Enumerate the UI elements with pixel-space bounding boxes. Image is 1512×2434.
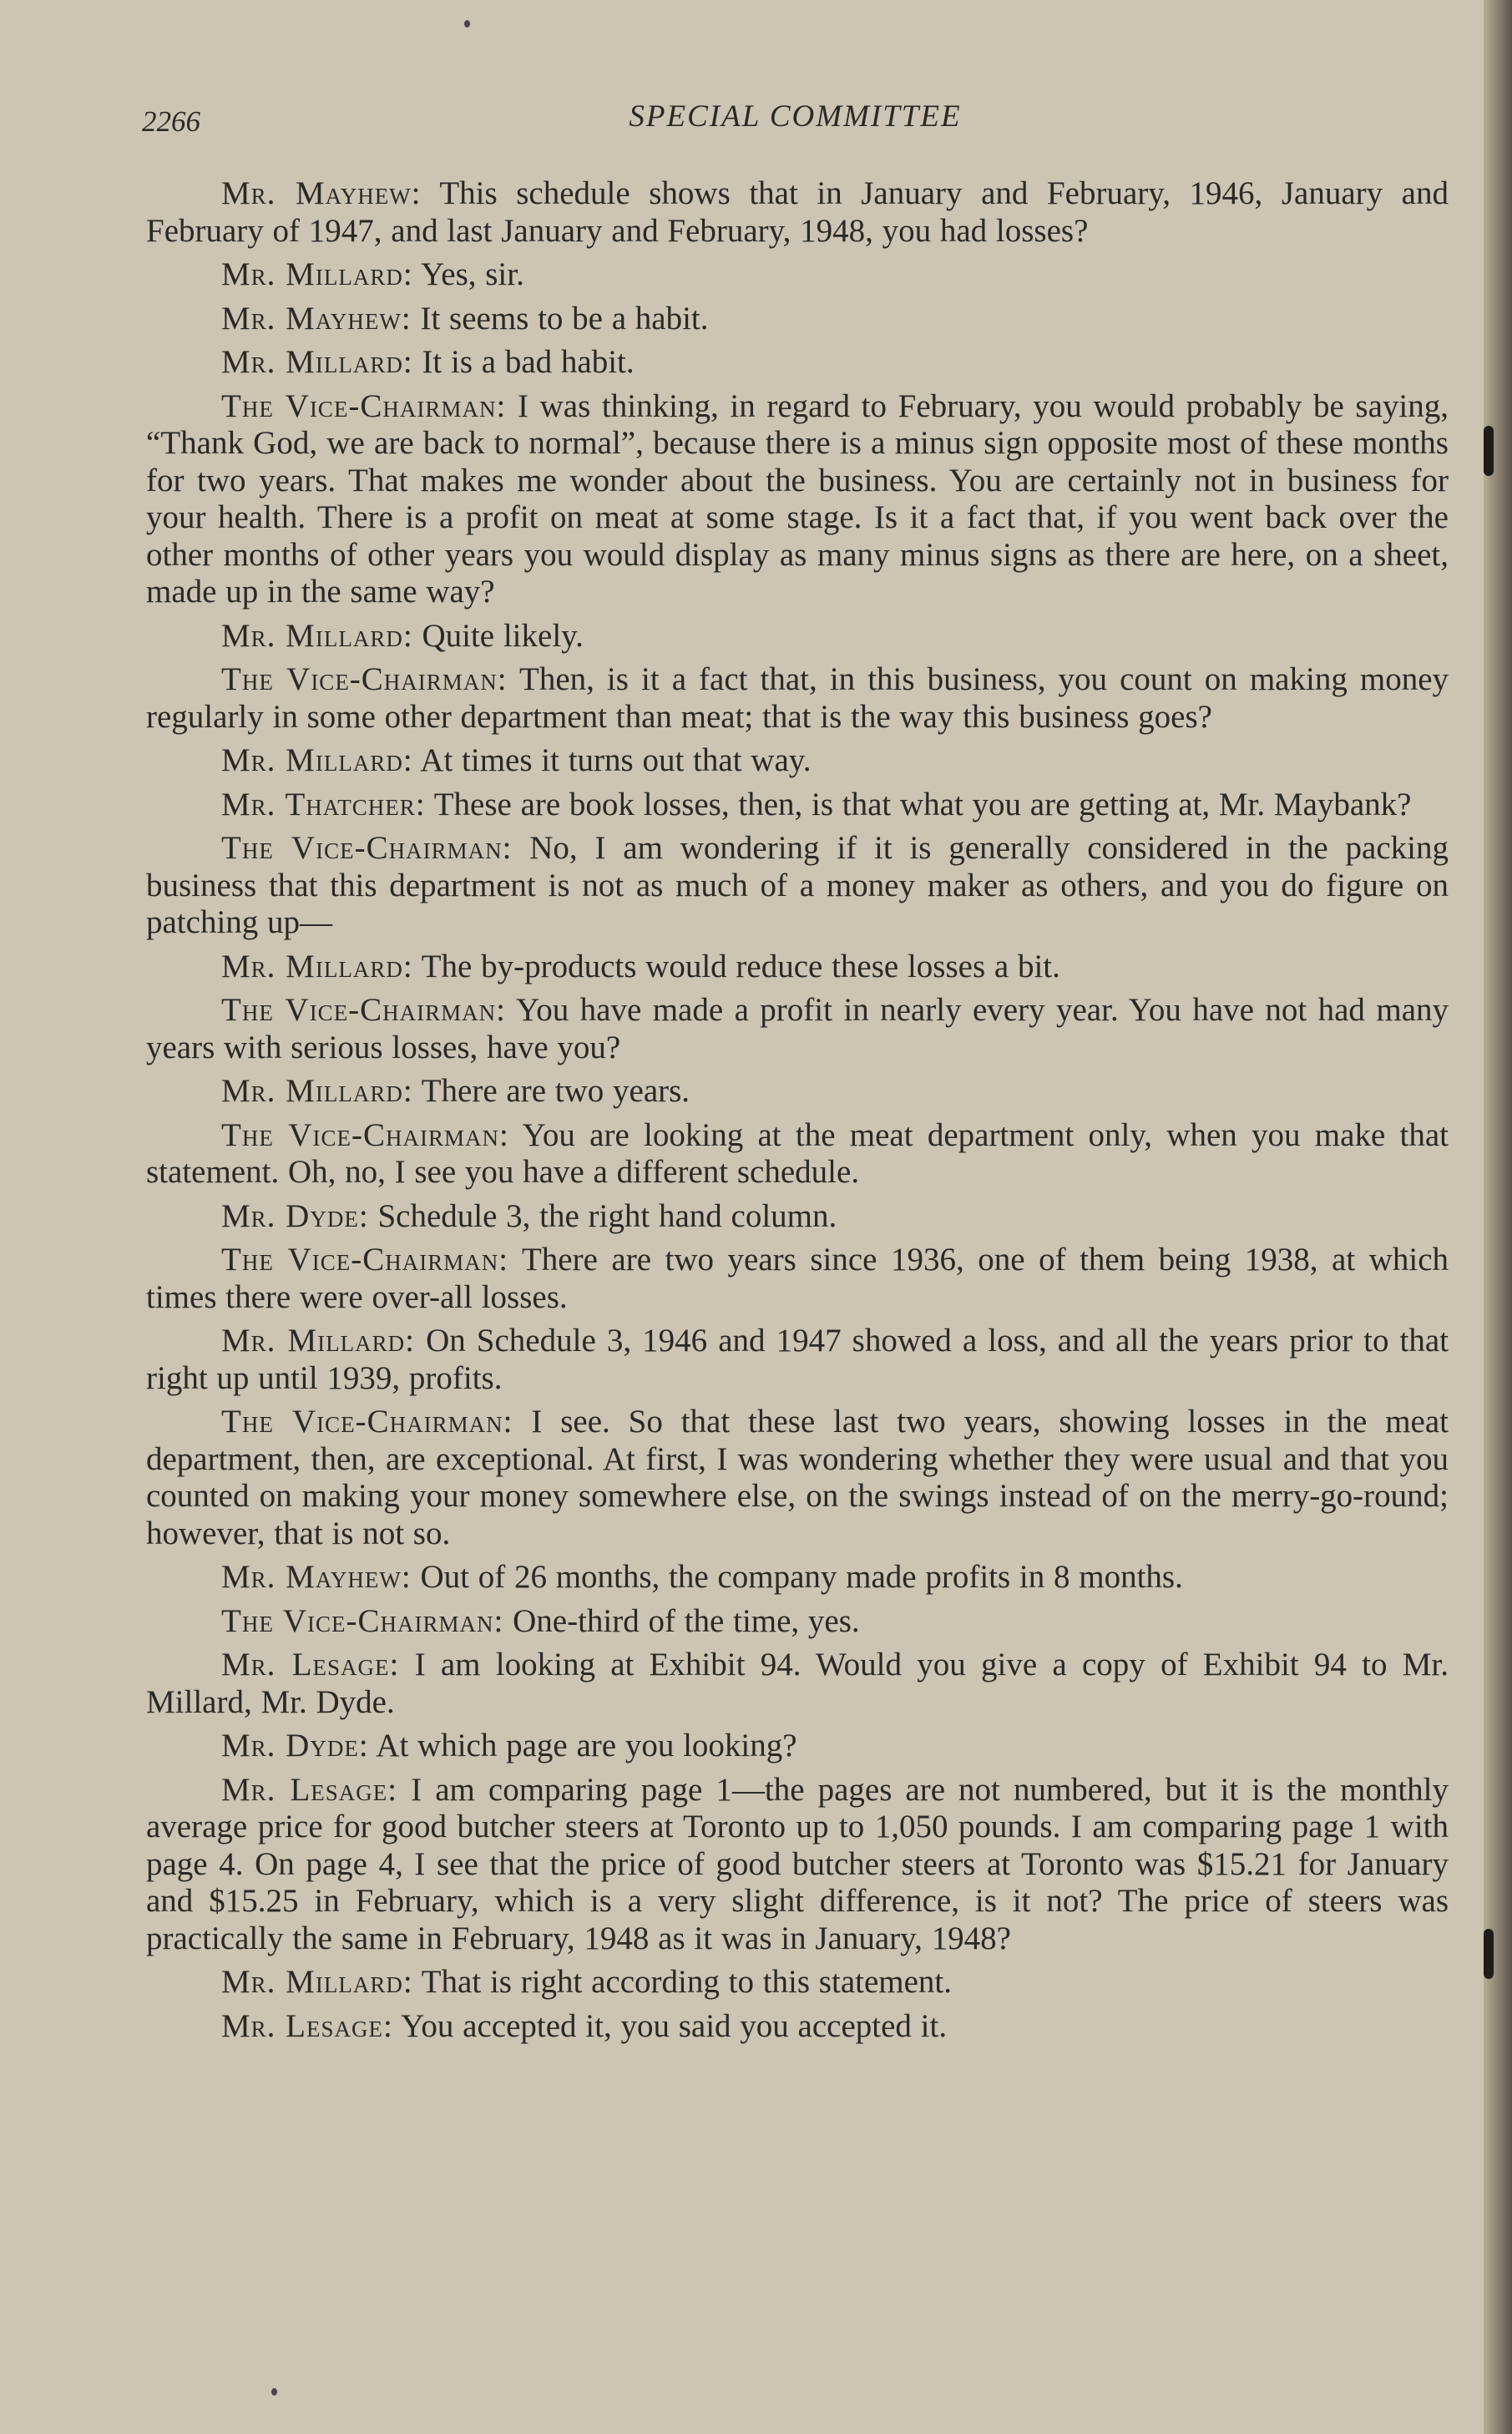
transcript-paragraph <box>146 1964 1449 2001</box>
speech-text: It seems to be a habit. <box>420 300 709 337</box>
speaker-name: The Vice-Chairman: <box>221 387 507 424</box>
speech-text: Quite likely. <box>422 617 584 654</box>
speaker-name: Mr. Lesage: <box>221 2007 393 2044</box>
binding-mark <box>1484 1929 1494 1979</box>
speaker-name: Mr. Millard: <box>221 344 413 380</box>
speaker-name: Mr. Thatcher: <box>221 786 426 822</box>
speaker-name: The Vice-Chairman: <box>221 1404 513 1440</box>
speech-text: Yes, sir. <box>421 256 524 292</box>
transcript-paragraph <box>146 1728 1449 1765</box>
page-header <box>142 99 1449 140</box>
speaker-name: The Vice-Chairman: <box>221 1116 509 1153</box>
transcript-paragraph <box>146 661 1449 736</box>
transcript-paragraph <box>146 1323 1449 1397</box>
speech-text: No, I am wondering if it is generally considered in the packing business that this department is not as much of a money maker as others, and you do figure on patching up— <box>146 830 1449 940</box>
speech-text: You are looking at the meat department only, when you make that statement. Oh, no, I see you have a different schedule. <box>146 1116 1449 1190</box>
speech-text: Out of 26 months, the company made profits in 8 months. <box>420 1559 1183 1595</box>
speech-text: These are book losses, then, is that what you are getting at, Mr. Maybank? <box>433 786 1412 822</box>
transcript-paragraph <box>146 949 1449 986</box>
transcript-paragraph <box>146 2008 1449 2046</box>
speaker-name: The Vice-Chairman: <box>221 992 507 1028</box>
speech-text: You accepted it, you said you accepted it. <box>401 2007 948 2044</box>
transcript-paragraph <box>146 175 1449 250</box>
speaker-name: Mr. Dyde: <box>221 1197 369 1234</box>
speech-text: On Schedule 3, 1946 and 1947 showed a loss, and all the years prior to that right up until 1939, profits. <box>146 1323 1449 1396</box>
transcript-paragraph <box>146 787 1449 824</box>
specks <box>271 2388 277 2396</box>
speech-text: This schedule shows that in January and February, 1946, January and February of 1947, and last January and February, 1948, you had losses? <box>146 175 1449 249</box>
speech-text: Then, is it a fact that, in this business, you count on making money regularly in some other department than meat; that is the way this business goes? <box>146 661 1449 735</box>
speech-text: One-third of the time, yes. <box>513 1602 860 1639</box>
speech-text: I was thinking, in regard to February, you would probably be saying, “Thank God, we are back to normal”, because there is a minus sign opposite most of these months for two years. That makes me wonder about the business. You are certainly not in business for your health. There is a profit on meat at some stage. Is it a fact that, if you went back over the other months of other years you would display as many minus signs as there are here, on a sheet, made up in the same way? <box>146 387 1449 610</box>
transcript-body <box>146 175 1449 2052</box>
speaker-name: Mr. Millard: <box>221 256 413 292</box>
transcript-paragraph <box>146 301 1449 338</box>
transcript-paragraph <box>146 1073 1449 1111</box>
transcript-paragraph <box>146 1603 1449 1641</box>
speech-text: At which page are you looking? <box>376 1728 797 1764</box>
transcript-paragraph <box>146 388 1449 611</box>
speaker-name: Mr. Mayhew: <box>221 1559 412 1595</box>
speech-text: At times it turns out that way. <box>420 742 812 778</box>
speaker-name: Mr. Mayhew: <box>221 300 412 337</box>
transcript-paragraph <box>146 992 1449 1066</box>
transcript-paragraph <box>146 1647 1449 1721</box>
speaker-name: The Vice-Chairman: <box>221 830 513 866</box>
speaker-name: Mr. Lesage: <box>221 1771 398 1808</box>
transcript-paragraph <box>146 1242 1449 1316</box>
speaker-name: Mr. Millard: <box>221 617 413 654</box>
speaker-name: Mr. Millard: <box>221 742 413 778</box>
transcript-paragraph <box>146 256 1449 294</box>
speaker-name: The Vice-Chairman: <box>221 1242 509 1278</box>
speaker-name: Mr. Lesage: <box>221 1647 400 1683</box>
speaker-name: The Vice-Chairman: <box>221 661 508 697</box>
speaker-name: Mr. Millard: <box>221 1073 413 1109</box>
binding-mark <box>1484 426 1494 476</box>
speaker-name: The Vice-Chairman: <box>221 1602 504 1639</box>
speaker-name: Mr. Dyde: <box>221 1728 369 1764</box>
speech-text: I am looking at Exhibit 94. Would you give a copy of Exhibit 94 to Mr. Millard, Mr. Dyde. <box>146 1647 1449 1720</box>
speaker-name: Mr. Mayhew: <box>221 175 422 211</box>
speech-text: You have made a profit in nearly every year. You have not had many years with serious losses, have you? <box>146 992 1449 1065</box>
page-edge-shadow <box>1484 0 1512 2434</box>
speech-text: The by-products would reduce these losses a bit. <box>421 948 1060 984</box>
speaker-name: Mr. Millard: <box>221 1323 415 1359</box>
speaker-name: Mr. Millard: <box>221 948 413 984</box>
speech-text: I am comparing page 1—the pages are not numbered, but it is the monthly average price for good butcher steers at Toronto up to 1,050 pounds. I am comparing page 1 with page 4. On page 4, I see that the price of good butcher steers at Toronto was $15.21 for January and $15.25 in February, which is a very slight difference, is it not? The price of steers was practically the same in February, 1948 as it was in January, 1948? <box>146 1771 1449 1956</box>
running-head: SPECIAL COMMITTEE <box>629 99 962 134</box>
page-number: 2266 <box>142 105 200 138</box>
specks <box>464 20 470 28</box>
transcript-paragraph <box>146 742 1449 780</box>
speech-text: That is right according to this statement. <box>421 1964 953 2000</box>
transcript-paragraph <box>146 1198 1449 1236</box>
speech-text: It is a bad habit. <box>422 344 635 380</box>
speech-text: Schedule 3, the right hand column. <box>377 1197 837 1234</box>
speech-text: There are two years since 1936, one of them being 1938, at which times there were over-all losses. <box>146 1242 1449 1315</box>
transcript-paragraph <box>146 830 1449 942</box>
transcript-paragraph <box>146 1404 1449 1552</box>
transcript-paragraph <box>146 1772 1449 1958</box>
transcript-paragraph <box>146 1559 1449 1597</box>
transcript-paragraph <box>146 618 1449 655</box>
speech-text: There are two years. <box>421 1073 690 1109</box>
transcript-paragraph <box>146 1117 1449 1192</box>
speaker-name: Mr. Millard: <box>221 1964 413 2000</box>
speech-text: I see. So that these last two years, showing losses in the meat department, then, are exceptional. At first, I was wondering whether they were usual and that you counted on making your money somewhere else, on the swings instead of on the merry-go-round; however, that is not so. <box>146 1404 1449 1551</box>
transcript-paragraph <box>146 344 1449 382</box>
